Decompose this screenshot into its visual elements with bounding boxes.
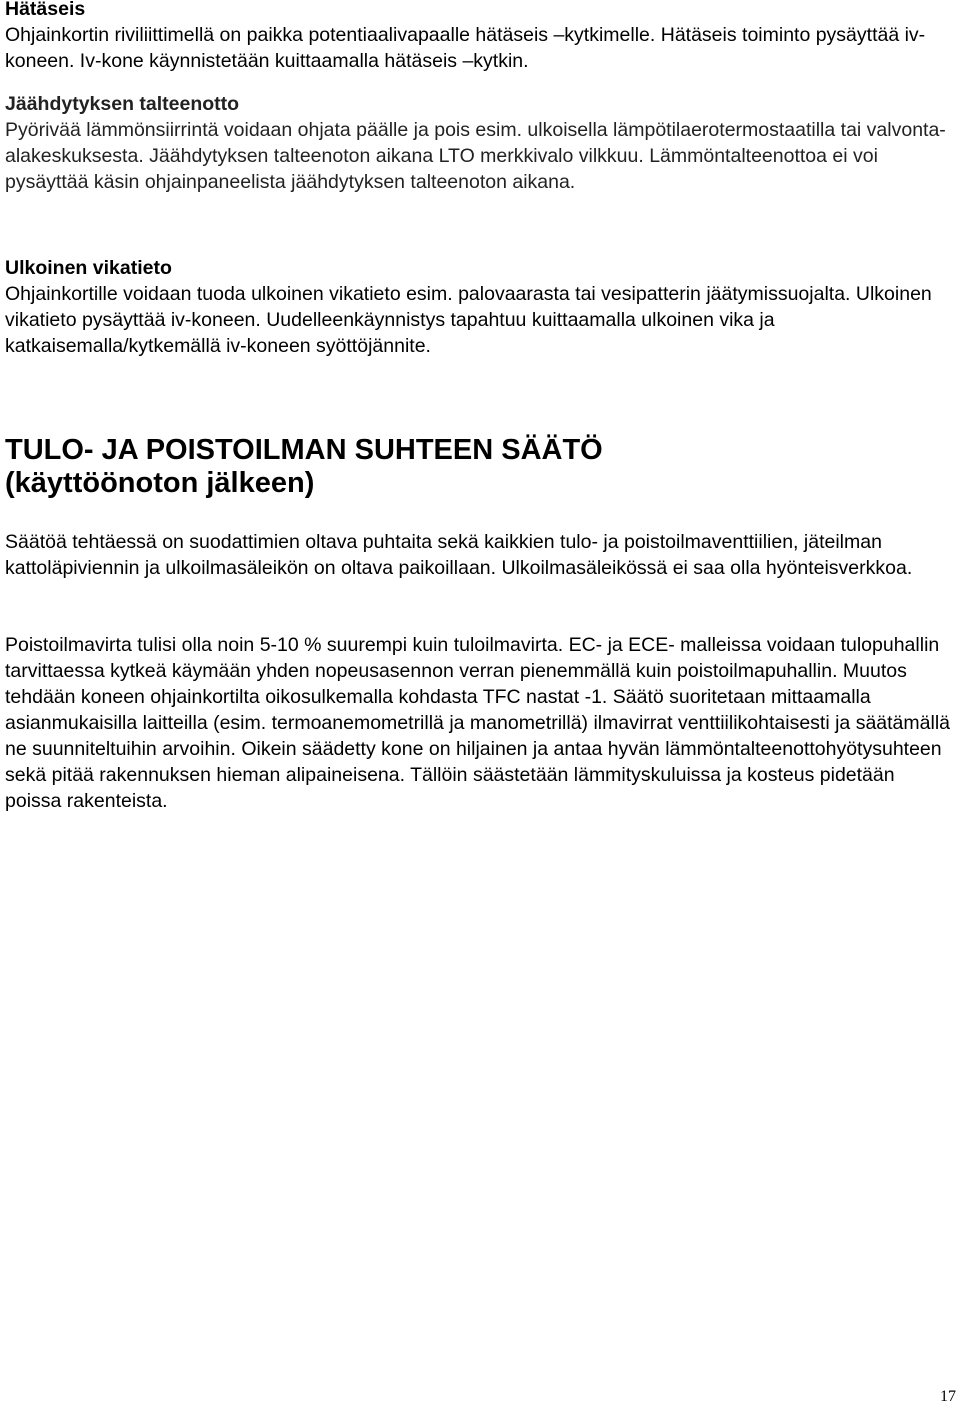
paragraph-saato: Säätöä tehtäessä on suodattimien oltava puhtaita sekä kaikkien tulo- ja poistoilmaventtiilien, jäteilman kattoläpiviennin ja ulkoilmasäleikön on oltava paikoillaan. Ulkoilmasäleikössä ei saa olla hyönteisverkkoa.: [5, 531, 913, 579]
text-ulkoinen-vikatieto: Ohjainkortille voidaan tuoda ulkoinen vikatieto esim. palovaarasta tai vesipatterin jäätymissuojalta. Ulkoinen vikatieto pysäyttää iv-koneen. Uudelleenkäynnistys tapahtuu kuittaamalla ulkoinen vika ja katkaisemalla/kytkemällä iv-koneen syöttöjännite.: [5, 283, 932, 357]
heading-jaahdytyksen-talteenotto: Jäähdytyksen talteenotto: [5, 93, 240, 115]
heading-ulkoinen-vikatieto: Ulkoinen vikatieto: [5, 257, 172, 279]
heading-hataseis: Hätäseis: [5, 0, 86, 20]
main-title: [5, 434, 950, 500]
text-jaahdytyksen-talteenotto: Pyörivää lämmönsiirrintä voidaan ohjata päälle ja pois esim. ulkoisella lämpötilaerotermostaatilla tai valvonta-alakeskuksesta. Jäähdytyksen talteenoton aikana LTO merkkivalo vilkkuu. Lämmöntalteenottoa ei voi pysäyttää käsin ohjainpaneelista jäähdytyksen talteenoton aikana.: [5, 119, 946, 193]
section-hataseis: [5, 0, 950, 74]
page-number: 17: [940, 1388, 956, 1405]
main-title-line1: TULO- JA POISTOILMAN SUHTEEN SÄÄTÖ: [5, 434, 603, 466]
main-title-line2: (käyttöönoton jälkeen): [5, 467, 315, 499]
section-ulkoinen-vikatieto: [5, 255, 950, 359]
text-hataseis: Ohjainkortin riviliittimellä on paikka potentiaalivapaalle hätäseis –kytkimelle. Hätäseis toiminto pysäyttää iv-koneen. Iv-kone käynnistetään kuittaamalla hätäseis –kytkin.: [5, 24, 926, 72]
paragraph-poistoilma: Poistoilmavirta tulisi olla noin 5-10 % suurempi kuin tuloilmavirta. EC- ja ECE- malleissa voidaan tulopuhallin tarvittaessa kytkeä käymään yhden nopeusasennon verran pienemmällä kuin poistoilmapuhallin. Muutos tehdään koneen ohjainkortilta oikosulkemalla kohdasta TFC nastat -1. Säätö suoritetaan mittaamalla asianmukaisilla laitteilla (esim. termoanemometrillä ja manometrillä) ilmavirrat venttiilikohtaisesti ja säätämällä ne suunniteltuihin arvoihin. Oikein säädetty kone on hiljainen ja antaa hyvän lämmöntalteenottohyötysuhteen sekä pitää rakennuksen hieman alipaineisena. Tällöin säästetään lämmityskuluissa ja kosteus pidetään poissa rakenteista.: [5, 634, 950, 812]
section-jaahdytyksen-talteenotto: [5, 91, 950, 195]
